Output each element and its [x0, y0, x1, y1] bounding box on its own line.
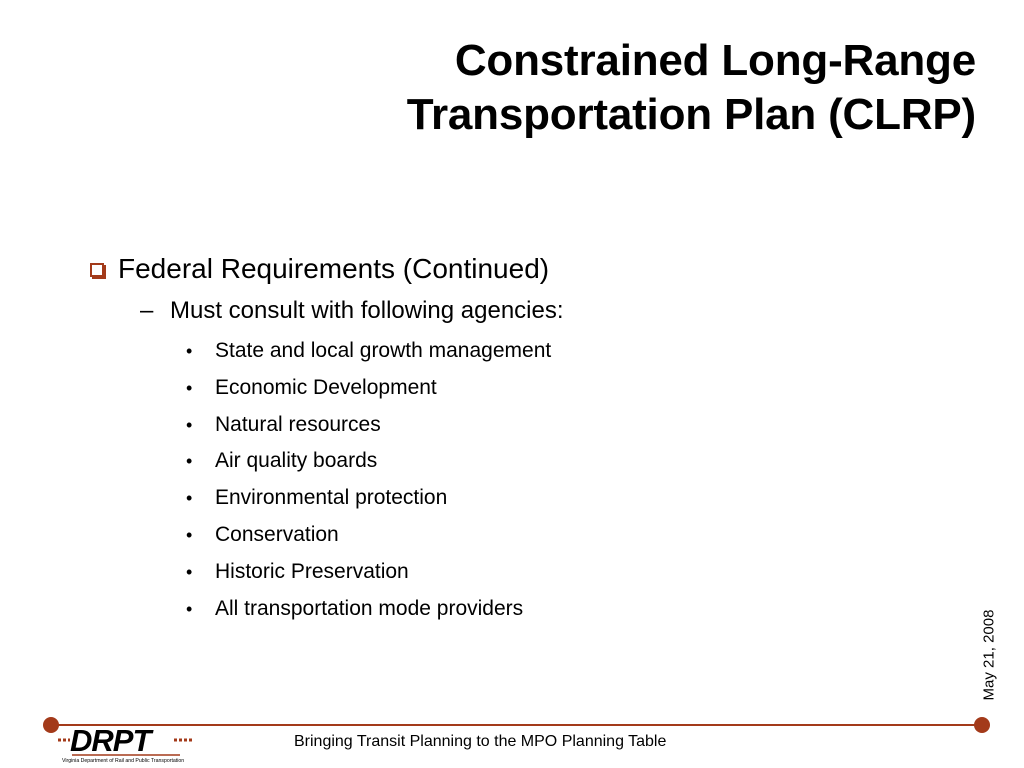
agency-text: Economic Development: [215, 375, 437, 399]
checkbox-bullet-icon: [90, 263, 104, 277]
agency-text: Historic Preservation: [215, 559, 409, 583]
dot-bullet-icon: •: [186, 451, 193, 472]
bullet-level2-text: Must consult with following agencies:: [170, 297, 564, 324]
agency-text: State and local growth management: [215, 339, 552, 362]
agency-text: Natural resources: [215, 412, 381, 436]
title-line-2: Transportation Plan (CLRP): [406, 90, 976, 139]
agency-list: [186, 338, 551, 632]
list-item: [186, 559, 551, 596]
agency-text: Air quality boards: [215, 449, 378, 473]
dot-bullet-icon: •: [186, 341, 193, 361]
list-item: [186, 412, 551, 449]
slide-date: May 21, 2008: [980, 609, 998, 701]
list-item: [186, 338, 551, 375]
dot-bullet-icon: •: [186, 524, 193, 545]
logo-wordmark: DRPT: [70, 724, 151, 758]
list-item: [186, 448, 551, 485]
bullet-federal-requirements: [90, 252, 549, 286]
agency-text: All transportation mode providers: [215, 596, 524, 620]
footer-dot-right-icon: [974, 717, 990, 733]
bullet-level1-text: Federal Requirements (Continued): [118, 253, 550, 284]
dot-bullet-icon: •: [186, 377, 193, 398]
dash-bullet-icon: –: [140, 297, 154, 324]
drpt-logo: [58, 724, 194, 764]
dot-bullet-icon: •: [186, 488, 193, 509]
drpt-logo-graphic: [58, 724, 194, 764]
list-item: [186, 522, 551, 559]
title-line-1: Constrained Long-Range: [454, 36, 976, 85]
dot-bullet-icon: •: [186, 598, 193, 619]
list-item: [186, 485, 551, 522]
dot-bullet-icon: •: [186, 414, 193, 435]
footer-caption: Bringing Transit Planning to the MPO Planning Table: [294, 733, 667, 750]
slide-title: [176, 34, 976, 142]
list-item: [186, 596, 551, 633]
agency-text: Conservation: [215, 522, 339, 546]
agency-text: Environmental protection: [215, 486, 448, 510]
logo-subtext: Virginia Department of Rail and Public Transportation: [62, 758, 185, 764]
list-item: [186, 375, 551, 412]
bullet-must-consult: [140, 296, 564, 326]
dot-bullet-icon: •: [186, 561, 193, 582]
footer-dot-left-icon: [43, 717, 59, 733]
